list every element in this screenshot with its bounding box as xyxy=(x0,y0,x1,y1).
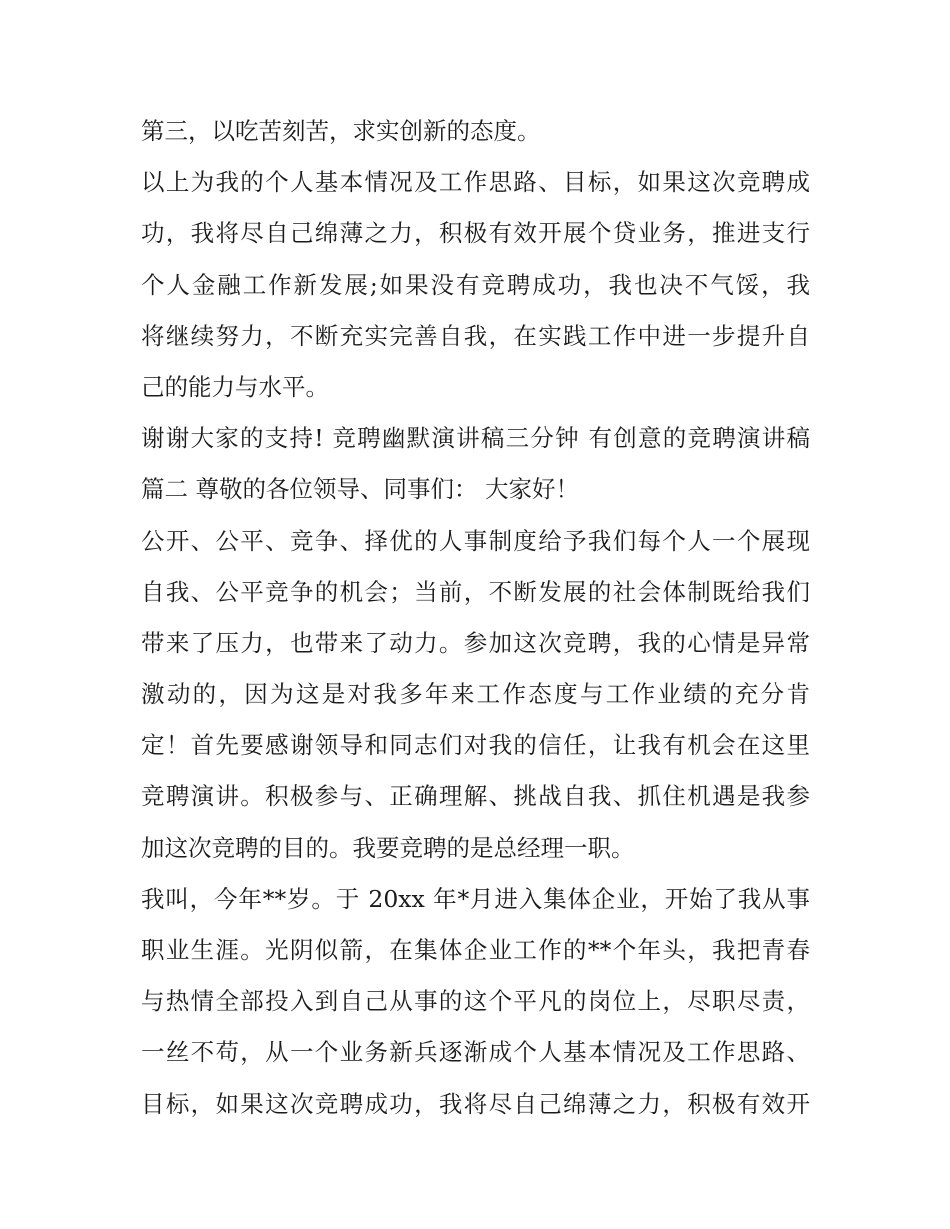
text-line: 激动的，因为这是对我多年来工作态度与工作业绩的充分肯 xyxy=(141,680,810,709)
text-line: 一丝不苟，从一个业务新兵逐渐成个人基本情况及工作思路、 xyxy=(141,1038,810,1067)
text-line: 个人金融工作新发展;如果没有竞聘成功，我也决不气馁，我 xyxy=(141,270,810,299)
text-line: 与热情全部投入到自己从事的这个平凡的岗位上，尽职尽责， xyxy=(141,987,810,1016)
text-line: 功，我将尽自己绵薄之力，积极有效开展个贷业务，推进支行 xyxy=(141,219,810,248)
text-line: 目标，如果这次竞聘成功，我将尽自己绵薄之力，积极有效开 xyxy=(141,1089,810,1118)
text-line: 以上为我的个人基本情况及工作思路、目标，如果这次竞聘成 xyxy=(141,168,810,197)
text-line: 将继续努力，不断充实完善自我，在实践工作中进一步提升自 xyxy=(141,321,810,350)
text-line: 第三，以吃苦刻苦，求实创新的态度。 xyxy=(141,117,541,145)
text-line: 我叫，今年**岁。于 20xx 年*月进入集体企业，开始了我从事 xyxy=(141,884,810,913)
text-line: 带来了压力，也带来了动力。参加这次竞聘，我的心情是异常 xyxy=(141,628,810,657)
text-line: 谢谢大家的支持! 竞聘幽默演讲稿三分钟 有创意的竞聘演讲稿 xyxy=(141,424,810,453)
document-body xyxy=(141,106,821,1130)
text-line: 自我、公平竞争的机会；当前，不断发展的社会体制既给我们 xyxy=(141,577,810,606)
text-line: 己的能力与水平。 xyxy=(141,372,329,401)
text-line: 定！首先要感谢领导和同志们对我的信任，让我有机会在这里 xyxy=(141,731,810,760)
text-line: 公开、公平、竞争、择优的人事制度给予我们每个人一个展现 xyxy=(141,526,810,555)
text-line: 加这次竞聘的目的。我要竞聘的是总经理一职。 xyxy=(141,833,635,862)
text-line: 职业生涯。光阴似箭，在集体企业工作的**个年头，我把青春 xyxy=(141,936,810,964)
text-line: 篇二 尊敬的各位领导、同事们： 大家好！ xyxy=(141,475,579,504)
text-line: 竞聘演讲。积极参与、正确理解、挑战自我、抓住机遇是我参 xyxy=(141,782,810,811)
